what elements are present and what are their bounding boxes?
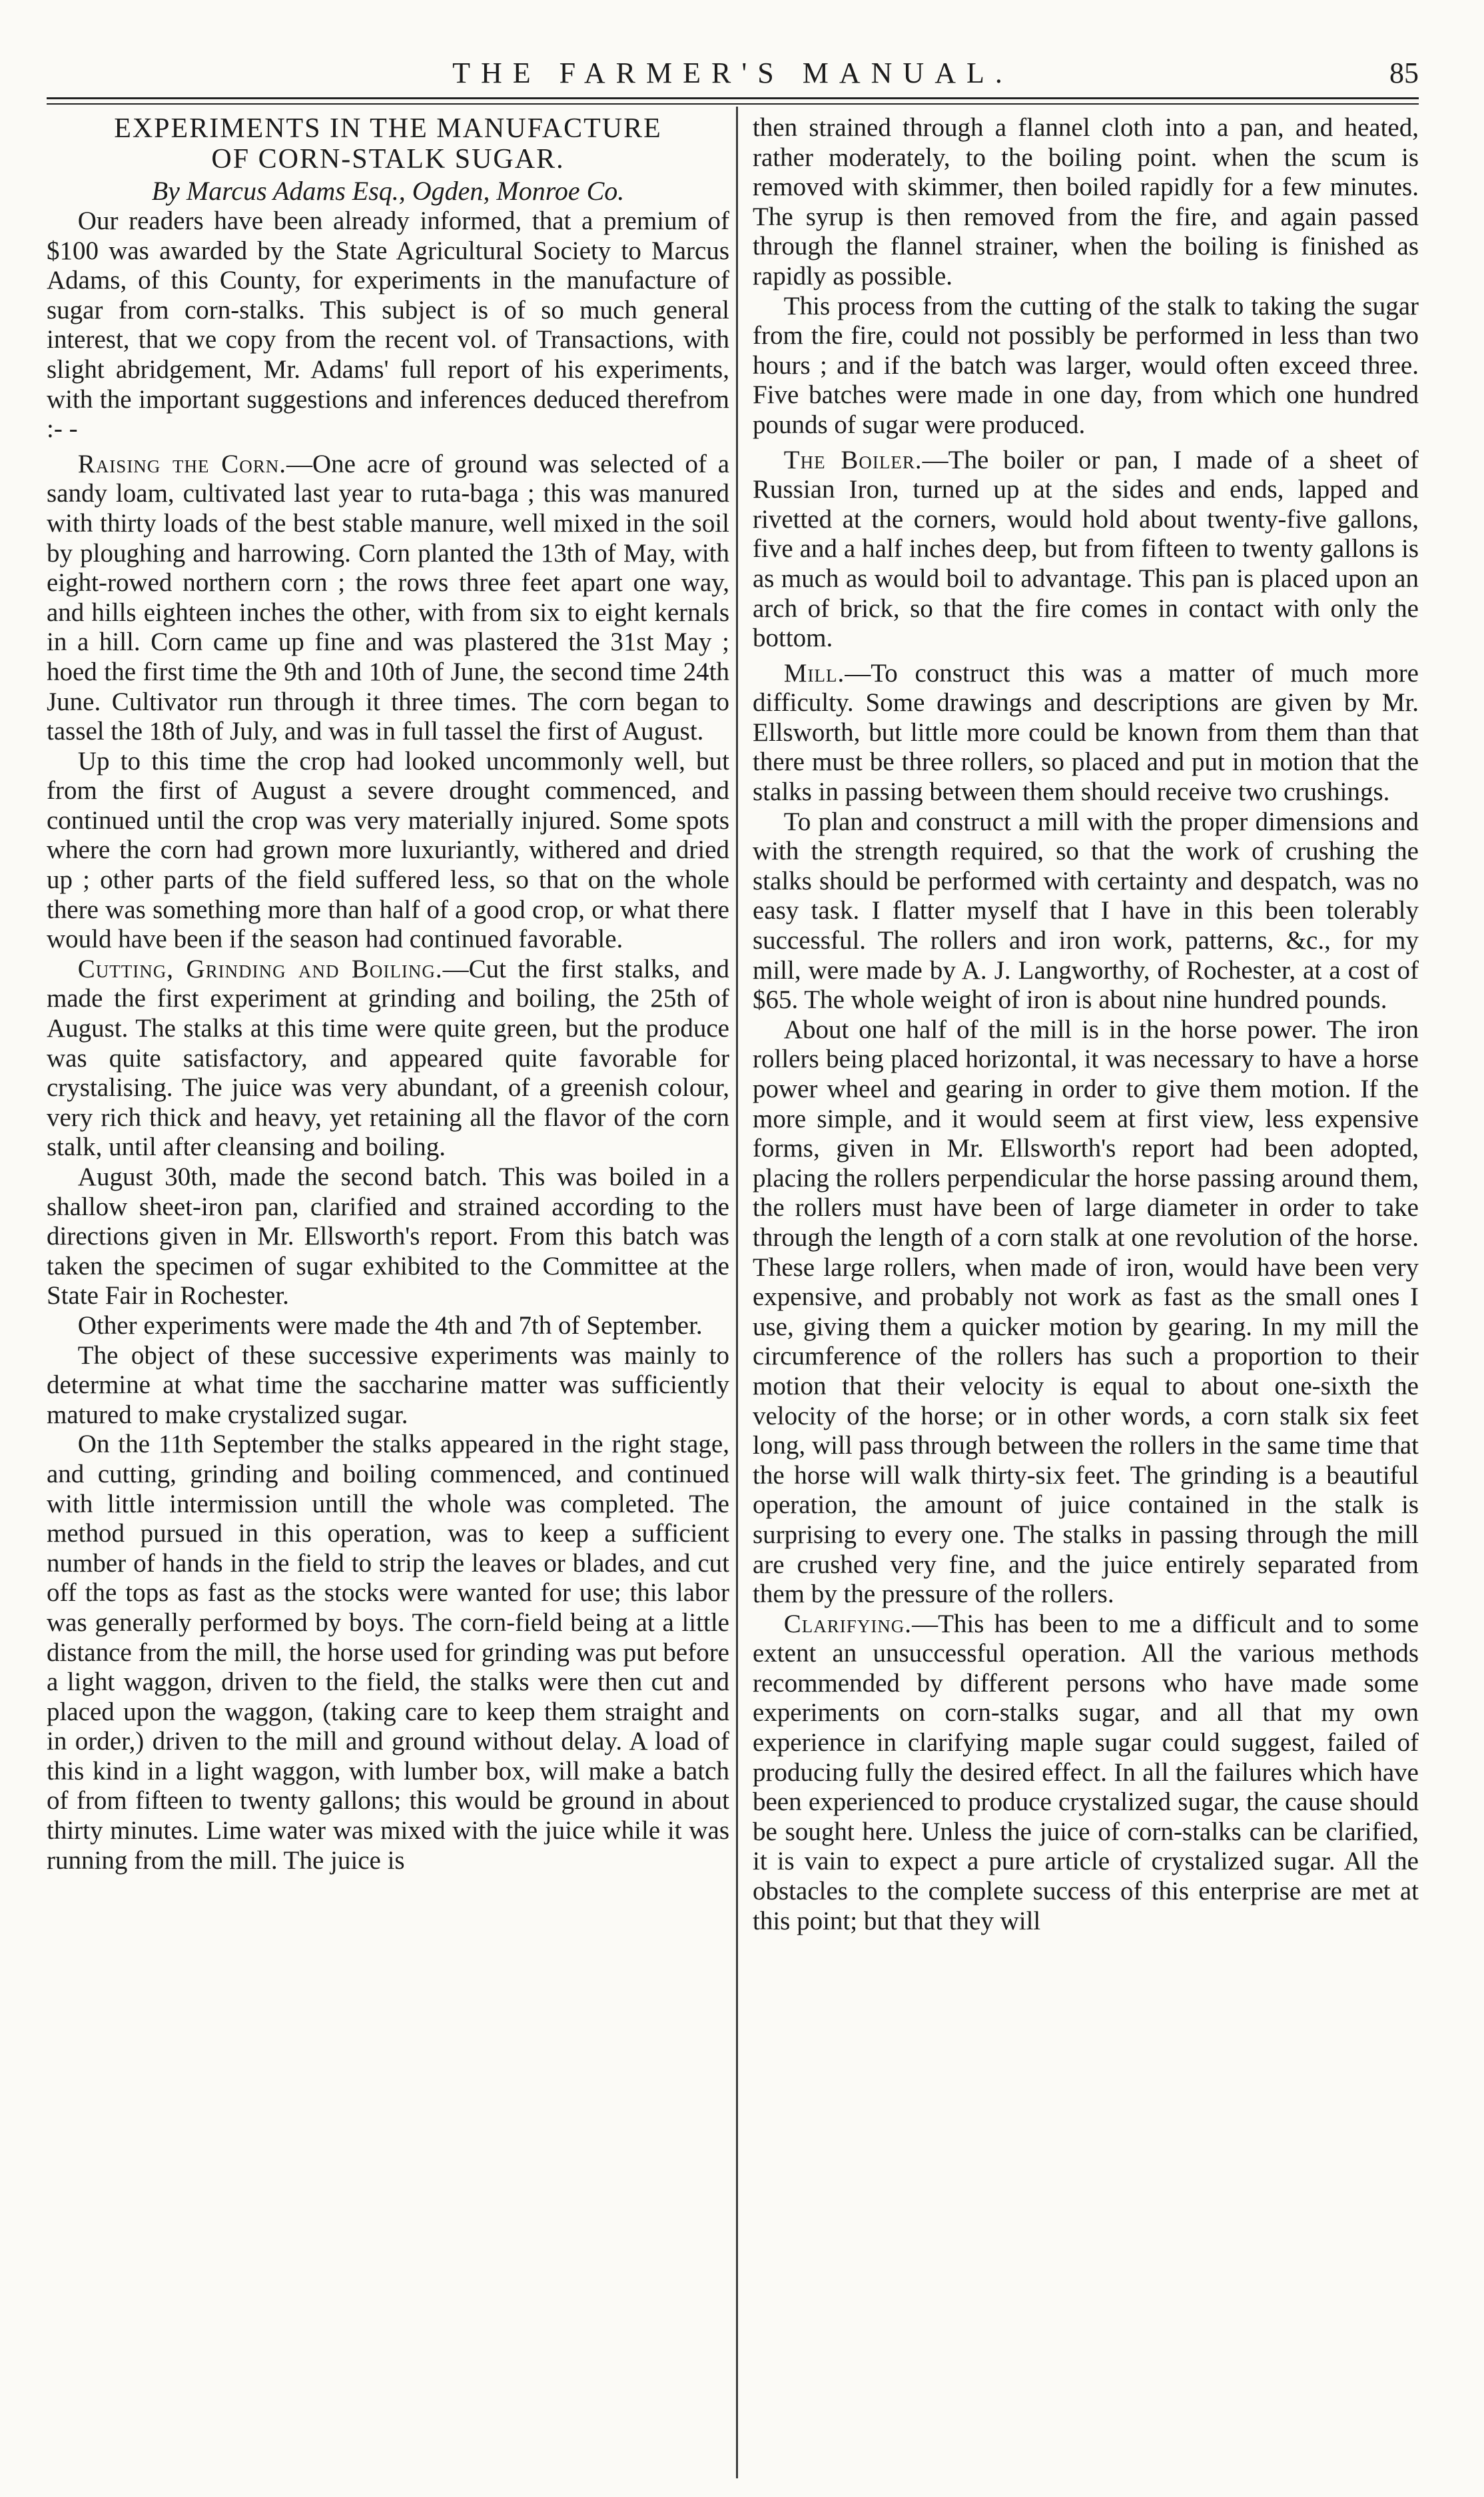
article-title xyxy=(47,113,729,175)
page-number: 85 xyxy=(1389,57,1419,89)
paragraph: Other experiments were made the 4th and 7th of September. xyxy=(77,1310,703,1340)
section-heading: Raising the Corn. xyxy=(77,449,287,478)
section-cutting-grinding-boiling xyxy=(47,955,729,1163)
section-clarifying xyxy=(753,1610,1419,1937)
paragraph: then strained through a flannel cloth into a pan, and heated, rather moderately, to the boiling point. when the scum is removed with skimmer, then boiled rapidly for a few minutes. The syrup is then removed from the fire, and again passed through the flannel strainer, when the boiling is finished as rapidly as possible. xyxy=(753,113,1419,290)
paragraph: Our readers have been already informed, that a premium of $100 was awarded by the State Agricultural Society to Marcus Adams, of this County, for experiments in the manufacture of sugar from corn-stalks. This subject is of so much general interest, that we copy from the recent vol. of Transactions, with slight abridgement, Mr. Adams' full report of his experiments, with the important suggestions and inferences deduced therefrom :- - xyxy=(47,207,729,444)
article-byline: By Marcus Adams Esq., Ogden, Monroe Co. xyxy=(151,176,625,206)
paragraph: To plan and construct a mill with the proper dimensions and with the strength required, so that the work of crushing the stalks should be performed with certainty and despatch, was no easy task. I flatter myself that I have in this been tolerably successful. The rollers and iron work, patterns, &c., for my mill, were made by A. J. Langworthy, of Rochester, at a cost of $65. The whole weight of iron is about nine hundred pounds. xyxy=(753,807,1419,1015)
paragraph: August 30th, made the second batch. This was boiled in a shallow sheet-iron pan, clarified and strained according to the directions given in Mr. Ellsworth's report. From this batch was taken the specimen of sugar exhibited to the Committee at the State Fair in Rochester. xyxy=(47,1163,729,1310)
article-title-line-1: EXPERIMENTS IN THE MANUFACTURE xyxy=(114,113,662,144)
section-mill xyxy=(753,659,1419,807)
running-header xyxy=(47,56,1419,91)
paragraph-text: —This has been to me a difficult and to some extent an unsuccessful operation. All the various methods recommended by different persons who have made some experiments on corn-stalks sugar, and all that my own experience in clarifying maple sugar could suggest, failed of producing fully the desired effect. In all the failures which have been experienced to produce crystalized sugar, the cause should be sought here. Unless the juice of corn-stalks can be clarified, it is vain to expect a pure article of crystalized sugar. All the obstacles to the complete success of this enterprise are met at this point; but that they will xyxy=(753,1609,1419,1935)
paragraph: The object of these successive experiments was mainly to determine at what time the saccharine matter was sufficiently matured to make crystalized sugar. xyxy=(47,1340,729,1429)
section-heading: The Boiler. xyxy=(783,445,923,474)
paragraph-text: —The boiler or pan, I made of a sheet of Russian Iron, turned up at the sides and ends, lapped and rivetted at the corners, would hold about twenty-five gallons, five and a half inches deep, but from fifteen to twenty gallons is as much as would boil to advantage. This pan is placed upon an arch of brick, so that the fire comes in contact with only the bottom. xyxy=(753,445,1419,653)
paragraph-text: —To construct this was a matter of much more difficulty. Some drawings and descriptions are given by Mr. Ellsworth, but little more could be known from them than that there must be three rollers, so placed and put in motion that the stalks in passing between them should receive two crushings. xyxy=(753,658,1419,807)
section-heading: Clarifying. xyxy=(783,1609,913,1638)
paragraph: This process from the cutting of the stalk to taking the sugar from the fire, could not possibly be performed in less than two hours ; and if the batch was larger, would often exceed three. Five batches were made in one day, from which one hundred pounds of sugar were produced. xyxy=(753,291,1419,439)
paragraph: About one half of the mill is in the horse power. The iron rollers being placed horizontal, it was necessary to have a horse power wheel and gearing in order to give them motion. If the more simple, and it would seem at first view, less expensive forms, given in Mr. Ellsworth's report had been adopted, placing the rollers perpendicular the horse passing around them, the rollers must have been of large diameter in order to take through the length of a corn stalk at one revolution of the horse. These large rollers, when made of iron, would have been very expensive, and probably not work as fast as the small ones I use, giving them a quicker motion by gearing. In my mill the circumference of the rollers has such a proportion to their motion that their velocity is equal to about one-sixth the velocity of the horse; or in other words, a corn stalk six feet long, will pass through between the rollers in the same time that the horse will walk thirty-six feet. The grinding is a beautiful operation, the amount of juice contained in the stalk is surprising to every one. The stalks in passing through the mill are crushed very fine, and the juice entirely separated from them by the pressure of the rollers. xyxy=(753,1015,1419,1609)
section-heading: Cutting, Grinding and Boiling. xyxy=(77,954,443,983)
running-title: THE FARMER'S MANUAL. xyxy=(452,57,1013,89)
left-column xyxy=(47,113,729,1875)
paragraph: On the 11th September the stalks appeared in the right stage, and cutting, grinding and boiling commenced, and continued with little intermission untill the whole was completed. The method pursued in this operation, was to keep a sufficient number of hands in the field to strip the leaves or blades, and cut off the tops as fast as the stocks were wanted for use; this labor was generally performed by boys. The corn-field being at a little distance from the mill, the horse used for grinding was put before a light waggon, driven to the field, the stalks were then cut and placed upon the waggon, (taking care to keep them straight and in order,) driven to the mill and ground without delay. A load of this kind in a light waggon, with lumber box, will make a batch of from fifteen to twenty gallons; this would be ground in about thirty minutes. Lime water was mixed with the juice while it was running from the mill. The juice is xyxy=(47,1430,729,1875)
section-heading: Mill. xyxy=(783,658,845,688)
paragraph-text: —Cut the first stalks, and made the first experiment at grinding and boiling, the 25th of August. The stalks at this time were quite green, but the produce was quite satisfactory, and appeared quite favorable for crystalising. The juice was very abundant, of a greenish colour, very rich thick and heavy, yet retaining all the flavor of the corn stalk, until after cleansing and boiling. xyxy=(47,954,729,1162)
column-divider xyxy=(736,107,738,2478)
paragraph: Up to this time the crop had looked uncommonly well, but from the first of August a severe drought commenced, and continued until the crop was very materially injured. Some spots where the corn had grown more luxuriantly, withered and dried up ; other parts of the field suffered less, so that on the whole there was something more than half of a good crop, or what there would have been if the season had continued favorable. xyxy=(47,746,729,954)
paragraph-text: —One acre of ground was selected of a sandy loam, cultivated last year to ruta-baga ; this was manured with thirty loads of the best stable manure, well mixed in the soil by ploughing and harrowing. Corn planted the 13th of May, with eight-rowed northern corn ; the rows three feet apart one way, and hills eighteen inches the other, with from six to eight kernals in a hill. Corn came up fine and was plastered the 31st May ; hoed the first time the 9th and 10th of June, the second time 24th June. Cultivator run through it three times. The corn began to tassel the 18th of July, and was in full tassel the first of August. xyxy=(47,449,729,746)
header-rule xyxy=(47,97,1419,105)
right-column xyxy=(753,113,1419,1936)
section-the-boiler xyxy=(753,446,1419,654)
article-title-line-2: OF CORN-STALK SUGAR. xyxy=(211,144,565,175)
section-raising-the-corn xyxy=(47,450,729,747)
